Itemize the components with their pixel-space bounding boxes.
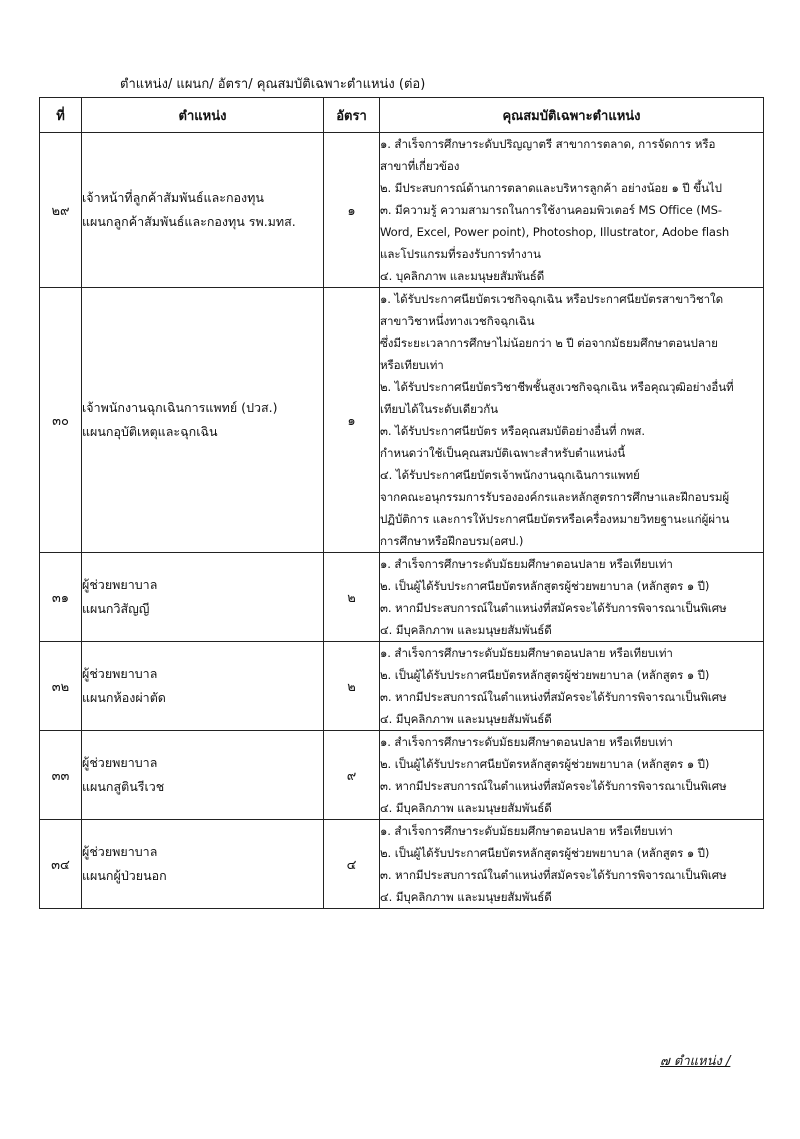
- qualification-line: ๒. เป็นผู้ได้รับประกาศนียบัตรหลักสูตรผู้ช่วยพยาบาล (หลักสูตร ๑ ปี): [380, 579, 710, 593]
- qualification-line: ๔. มีบุคลิกภาพ และมนุษยสัมพันธ์ดี: [380, 890, 552, 904]
- qualification-line: ๒. เป็นผู้ได้รับประกาศนียบัตรหลักสูตรผู้ช่วยพยาบาล (หลักสูตร ๑ ปี): [380, 757, 710, 771]
- position-department: แผนกอุบัติเหตุและฉุกเฉิน: [82, 424, 218, 439]
- positions-table: [39, 97, 764, 909]
- position-department: แผนกวิสัญญี: [82, 601, 150, 616]
- position-title: ผู้ช่วยพยาบาล: [82, 844, 158, 859]
- qualification-line: ๑. สำเร็จการศึกษาระดับปริญญาตรี สาขาการตลาด, การจัดการ หรือ: [380, 137, 716, 151]
- table-row: [40, 288, 764, 553]
- qualification-line: ๓. หากมีประสบการณ์ในตำแหน่งที่สมัครจะได้รับการพิจารณาเป็นพิเศษ: [380, 779, 727, 793]
- column-header-position: ตำแหน่ง: [82, 98, 324, 133]
- qualification-line: เทียบได้ในระดับเดียวกัน: [380, 402, 498, 416]
- qualification-line: ๒. มีประสบการณ์ด้านการตลาดและบริหารลูกค้า อย่างน้อย ๑ ปี ขึ้นไป: [380, 181, 722, 195]
- table-row: [40, 731, 764, 820]
- qualification-line: ๑. สำเร็จการศึกษาระดับมัธยมศึกษาตอนปลาย หรือเทียบเท่า: [380, 557, 673, 571]
- qualification-line: จากคณะอนุกรรมการรับรององค์กรและหลักสูตรการศึกษาและฝึกอบรมผู้: [380, 490, 730, 504]
- table-caption: ตำแหน่ง/ แผนก/ อัตรา/ คุณสมบัติเฉพาะตำแหน่ง (ต่อ): [120, 77, 426, 92]
- position-cell: [82, 553, 324, 642]
- qualification-line: ๒. เป็นผู้ได้รับประกาศนียบัตรหลักสูตรผู้ช่วยพยาบาล (หลักสูตร ๑ ปี): [380, 668, 710, 682]
- qualification-line: Word, Excel, Power point), Photoshop, Illustrator, Adobe flash: [380, 225, 730, 239]
- position-title: เจ้าพนักงานฉุกเฉินการแพทย์ (ปวส.): [82, 400, 278, 415]
- position-cell: [82, 820, 324, 909]
- position-department: แผนกลูกค้าสัมพันธ์และกองทุน รพ.มทส.: [82, 214, 296, 229]
- table-row: [40, 133, 764, 288]
- rate-cell: ๑: [324, 288, 380, 553]
- table-header-row: [40, 98, 764, 133]
- qualification-line: ๒. เป็นผู้ได้รับประกาศนียบัตรหลักสูตรผู้ช่วยพยาบาล (หลักสูตร ๑ ปี): [380, 846, 710, 860]
- position-title: ผู้ช่วยพยาบาล: [82, 577, 158, 592]
- qualification-line: กำหนดว่าใช้เป็นคุณสมบัติเฉพาะสำหรับตำแหน่งนี้: [380, 446, 626, 460]
- table-row: [40, 820, 764, 909]
- qualifications-cell: [380, 133, 764, 288]
- position-title: ผู้ช่วยพยาบาล: [82, 666, 158, 681]
- position-cell: [82, 642, 324, 731]
- qualification-line: ๑. สำเร็จการศึกษาระดับมัธยมศึกษาตอนปลาย หรือเทียบเท่า: [380, 646, 673, 660]
- qualification-line: ๓. หากมีประสบการณ์ในตำแหน่งที่สมัครจะได้รับการพิจารณาเป็นพิเศษ: [380, 690, 727, 704]
- qualification-line: ๓. หากมีประสบการณ์ในตำแหน่งที่สมัครจะได้รับการพิจารณาเป็นพิเศษ: [380, 868, 727, 882]
- qualification-line: ๓. มีความรู้ ความสามารถในการใช้งานคอมพิวเตอร์ MS Office (MS-: [380, 203, 722, 217]
- qualification-line: ๔. บุคลิกภาพ และมนุษยสัมพันธ์ดี: [380, 269, 545, 283]
- column-header-no: ที่: [40, 98, 82, 133]
- row-number: ๓๑: [40, 553, 82, 642]
- rate-cell: ๒: [324, 553, 380, 642]
- table-row: [40, 642, 764, 731]
- qualification-line: ๓. ได้รับประกาศนียบัตร หรือคุณสมบัติอย่างอื่นที่ กพส.: [380, 424, 645, 438]
- qualification-line: หรือเทียบเท่า: [380, 358, 444, 372]
- qualification-line: ๔. ได้รับประกาศนียบัตรเจ้าพนักงานฉุกเฉินการแพทย์: [380, 468, 640, 482]
- qualifications-cell: [380, 642, 764, 731]
- page-continuation: ๗ ตำแหน่ง /: [660, 1054, 731, 1069]
- row-number: ๒๙: [40, 133, 82, 288]
- position-title: ผู้ช่วยพยาบาล: [82, 755, 158, 770]
- position-cell: [82, 288, 324, 553]
- position-department: แผนกสูตินรีเวช: [82, 779, 165, 794]
- qualification-line: ๑. ได้รับประกาศนียบัตรเวชกิจฉุกเฉิน หรือประกาศนียบัตรสาขาวิชาใด: [380, 292, 724, 306]
- table-row: [40, 553, 764, 642]
- qualification-line: ๔. มีบุคลิกภาพ และมนุษยสัมพันธ์ดี: [380, 801, 552, 815]
- row-number: ๓๒: [40, 642, 82, 731]
- position-department: แผนกห้องผ่าตัด: [82, 690, 166, 705]
- row-number: ๓๐: [40, 288, 82, 553]
- row-number: ๓๓: [40, 731, 82, 820]
- qualifications-cell: [380, 553, 764, 642]
- qualifications-cell: [380, 288, 764, 553]
- row-number: ๓๔: [40, 820, 82, 909]
- qualifications-cell: [380, 731, 764, 820]
- position-department: แผนกผู้ป่วยนอก: [82, 868, 167, 883]
- qualification-line: ๔. มีบุคลิกภาพ และมนุษยสัมพันธ์ดี: [380, 712, 552, 726]
- column-header-qualifications: คุณสมบัติเฉพาะตำแหน่ง: [380, 98, 764, 133]
- rate-cell: ๑: [324, 133, 380, 288]
- qualification-line: ซึ่งมีระยะเวลาการศึกษาไม่น้อยกว่า ๒ ปี ต่อจากมัธยมศึกษาตอนปลาย: [380, 336, 718, 350]
- qualifications-cell: [380, 820, 764, 909]
- qualification-line: ๒. ได้รับประกาศนียบัตรวิชาชีพชั้นสูงเวชกิจฉุกเฉิน หรือคุณวุฒิอย่างอื่นที่: [380, 380, 734, 394]
- qualification-line: ๔. มีบุคลิกภาพ และมนุษยสัมพันธ์ดี: [380, 623, 552, 637]
- qualification-line: ปฏิบัติการ และการให้ประกาศนียบัตรหรือเครื่องหมายวิทยฐานะแก่ผู้ผ่าน: [380, 512, 730, 526]
- position-cell: [82, 133, 324, 288]
- rate-cell: ๙: [324, 731, 380, 820]
- qualification-line: สาขาวิชาหนึ่งทางเวชกิจฉุกเฉิน: [380, 314, 535, 328]
- position-title: เจ้าหน้าที่ลูกค้าสัมพันธ์และกองทุน: [82, 190, 264, 205]
- qualification-line: ๑. สำเร็จการศึกษาระดับมัธยมศึกษาตอนปลาย หรือเทียบเท่า: [380, 735, 673, 749]
- qualification-line: ๑. สำเร็จการศึกษาระดับมัธยมศึกษาตอนปลาย หรือเทียบเท่า: [380, 824, 673, 838]
- position-cell: [82, 731, 324, 820]
- qualification-line: การศึกษาหรือฝึกอบรม(อศป.): [380, 534, 524, 548]
- qualification-line: ๓. หากมีประสบการณ์ในตำแหน่งที่สมัครจะได้รับการพิจารณาเป็นพิเศษ: [380, 601, 727, 615]
- qualification-line: สาขาที่เกี่ยวข้อง: [380, 159, 460, 173]
- rate-cell: ๔: [324, 820, 380, 909]
- rate-cell: ๒: [324, 642, 380, 731]
- column-header-rate: อัตรา: [324, 98, 380, 133]
- qualification-line: และโปรแกรมที่รองรับการทำงาน: [380, 247, 541, 261]
